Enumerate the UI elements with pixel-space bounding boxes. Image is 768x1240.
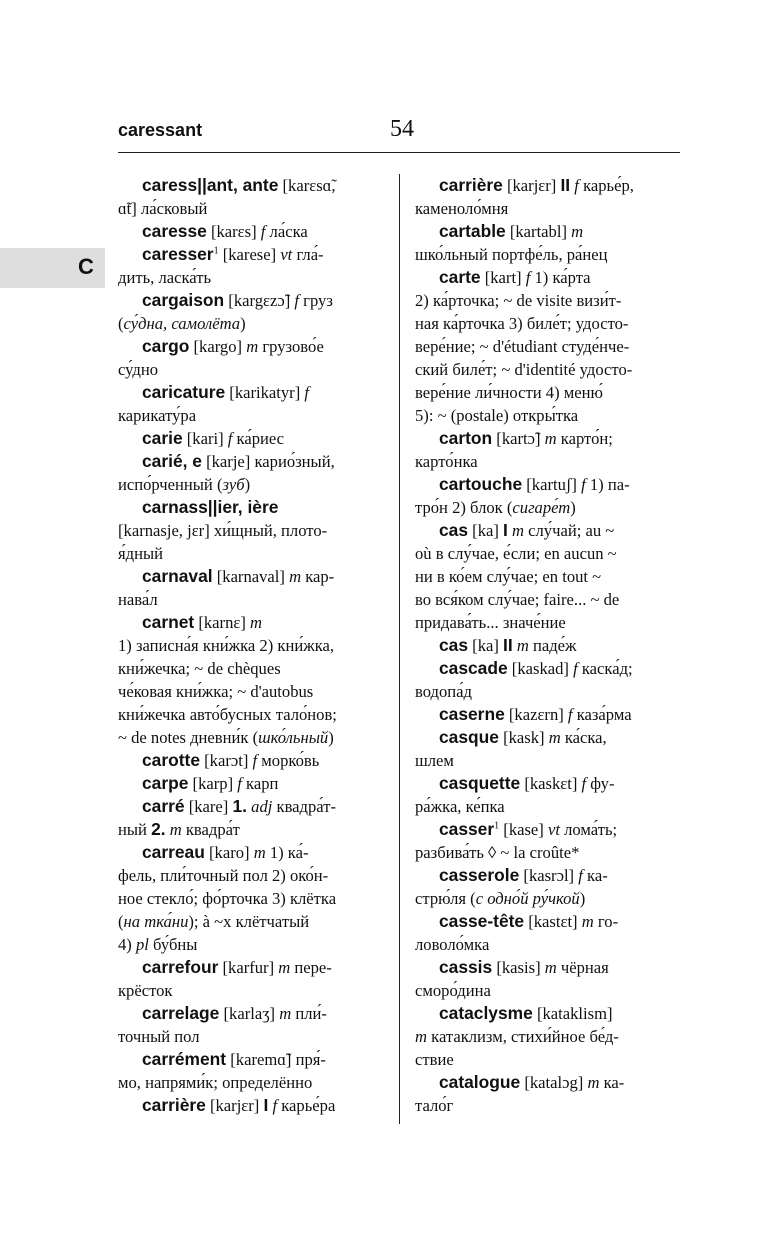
grammar-label: m bbox=[253, 843, 266, 862]
dictionary-line bbox=[415, 1025, 680, 1048]
grammar-label: m bbox=[169, 820, 182, 839]
dictionary-line bbox=[118, 795, 380, 818]
dictionary-line bbox=[415, 956, 680, 979]
entry-text: ) bbox=[328, 728, 334, 747]
dictionary-line bbox=[118, 933, 380, 956]
entry-text: [karjɛr] bbox=[205, 1096, 264, 1115]
entry-text: [katalɔg] bbox=[520, 1073, 588, 1092]
entry-text: [karɛs] bbox=[206, 222, 261, 241]
dictionary-line bbox=[415, 772, 680, 795]
dictionary-line bbox=[415, 588, 680, 611]
entry-text: ка́ска, bbox=[560, 728, 607, 747]
dictionary-line bbox=[118, 174, 380, 197]
dictionary-line bbox=[118, 1094, 380, 1117]
headword: carnass||ier, ière bbox=[142, 497, 279, 517]
entry-text: [kargo] bbox=[189, 337, 247, 356]
entry-text: [kataklism] bbox=[532, 1004, 613, 1023]
dictionary-line bbox=[415, 634, 680, 657]
headword: carré bbox=[142, 796, 185, 816]
dictionary-line bbox=[118, 864, 380, 887]
headword: cascade bbox=[439, 658, 508, 678]
thumb-index-tab bbox=[0, 248, 105, 288]
grammar-label: f bbox=[567, 705, 573, 724]
headword: I bbox=[263, 1095, 269, 1115]
entry-text: карп bbox=[241, 774, 279, 793]
entry-text: ловоло́мка bbox=[415, 935, 490, 954]
grammar-label: m bbox=[279, 1004, 292, 1023]
dictionary-line bbox=[415, 979, 680, 1002]
entry-text: груз bbox=[299, 291, 333, 310]
dictionary-line bbox=[415, 197, 680, 220]
dictionary-line bbox=[118, 841, 380, 864]
homonym-index: 1 bbox=[213, 245, 219, 257]
dictionary-line bbox=[118, 496, 380, 519]
entry-text: испо́рченный ( bbox=[118, 475, 223, 494]
headword: caresser bbox=[142, 244, 214, 264]
headword: cataclysme bbox=[439, 1003, 533, 1023]
dictionary-line bbox=[415, 703, 680, 726]
dictionary-line bbox=[118, 266, 380, 289]
entry-text: 1) ка́- bbox=[265, 843, 309, 862]
entry-text: [karnɛ] bbox=[194, 613, 251, 632]
headword: casse-tête bbox=[439, 911, 525, 931]
dictionary-line bbox=[118, 335, 380, 358]
entry-text: où в слу́чае, е́сли; en aucun ~ bbox=[415, 544, 617, 563]
grammar-label: f bbox=[237, 774, 242, 793]
grammar-label: шко́льный bbox=[258, 728, 329, 747]
dictionary-line bbox=[415, 427, 680, 450]
entry-text: фель, пли́точный пол 2) око́н- bbox=[118, 866, 329, 885]
dictionary-line bbox=[415, 243, 680, 266]
dictionary-line bbox=[118, 404, 380, 427]
dictionary-line bbox=[118, 1048, 380, 1071]
entry-text: чёрная bbox=[556, 958, 609, 977]
headword: casser bbox=[439, 819, 495, 839]
entry-text: [karikatyr] bbox=[225, 383, 305, 402]
entry-text: 5): ~ (postale) откры́тка bbox=[415, 406, 579, 425]
entry-text: че́ковая кни́жка; ~ d'autobus bbox=[118, 682, 314, 701]
dictionary-line bbox=[118, 519, 380, 542]
headword: carotte bbox=[142, 750, 200, 770]
entry-text: [karemɑ̃] пря́- bbox=[226, 1050, 326, 1069]
entry-text: ); à ~x клётчатый bbox=[188, 912, 310, 931]
dictionary-line bbox=[415, 864, 680, 887]
entry-text: 2) ка́рточка; ~ de visite визи́т- bbox=[415, 291, 622, 310]
entry-text: ка- bbox=[582, 866, 608, 885]
entry-text: [karese] bbox=[218, 245, 281, 264]
dictionary-line bbox=[415, 887, 680, 910]
entry-text: 1) записна́я кни́жка 2) кни́жка, bbox=[118, 636, 335, 655]
column-divider bbox=[399, 174, 400, 1124]
dictionary-line bbox=[118, 381, 380, 404]
dictionary-line bbox=[415, 404, 680, 427]
entry-text: вере́ние ли́чности 4) меню́ bbox=[415, 383, 603, 402]
dictionary-line bbox=[415, 933, 680, 956]
entry-text: ка- bbox=[599, 1073, 625, 1092]
entry-text: разбива́ть ◊ ~ la croûte* bbox=[415, 843, 580, 862]
entry-text: [karo] bbox=[204, 843, 254, 862]
headword: carrément bbox=[142, 1049, 227, 1069]
entry-text: ) bbox=[579, 889, 586, 908]
dictionary-line bbox=[118, 358, 380, 381]
entry-text: шко́льный портфе́ль, ра́нец bbox=[415, 245, 608, 264]
dictionary-line bbox=[415, 1002, 680, 1025]
headword: carnet bbox=[142, 612, 195, 632]
grammar-label: f bbox=[260, 222, 266, 241]
headword: carié, e bbox=[142, 451, 202, 471]
headword: cartable bbox=[439, 221, 506, 241]
grammar-label: f bbox=[227, 429, 233, 448]
entry-text: [karp] bbox=[188, 774, 238, 793]
entry-text: я́дный bbox=[118, 544, 163, 563]
entry-text: ) bbox=[240, 314, 246, 333]
headword: carrière bbox=[439, 175, 503, 195]
grammar-label: сигаре́т bbox=[512, 498, 571, 517]
headword: carreau bbox=[142, 842, 205, 862]
dictionary-line bbox=[415, 1094, 680, 1117]
entry-text: водопа́д bbox=[415, 682, 472, 701]
entry-text: катаклизм, стихи́йное бе́д- bbox=[426, 1027, 619, 1046]
grammar-label: m bbox=[548, 728, 561, 747]
entry-text: [kaskad] bbox=[507, 659, 574, 678]
dictionary-line bbox=[415, 1048, 680, 1071]
dictionary-line bbox=[415, 818, 680, 841]
grammar-label: m bbox=[289, 567, 302, 586]
dictionary-line bbox=[118, 726, 380, 749]
dictionary-line bbox=[415, 680, 680, 703]
grammar-label: f bbox=[581, 774, 587, 793]
entry-text: 1) па- bbox=[585, 475, 630, 494]
entry-text: карто́нка bbox=[415, 452, 478, 471]
entry-text: крёсток bbox=[118, 981, 173, 1000]
grammar-label: с одно́й ру́чкой bbox=[475, 889, 580, 908]
grammar-label: m bbox=[278, 958, 291, 977]
entry-text: каска́д; bbox=[577, 659, 633, 678]
entry-text: кар- bbox=[301, 567, 335, 586]
entry-text: ( bbox=[118, 314, 124, 333]
dictionary-line bbox=[415, 519, 680, 542]
entry-text: сморо́дина bbox=[415, 981, 491, 1000]
entry-text: ɑ̃t] ла́сковый bbox=[118, 199, 208, 218]
entry-text: [karɛsɑ̃, bbox=[278, 176, 336, 195]
entry-text: грузово́е bbox=[258, 337, 324, 356]
grammar-label: f bbox=[578, 866, 583, 885]
headword: carrefour bbox=[142, 957, 219, 977]
entry-text: карье́р, bbox=[578, 176, 634, 195]
headword: carte bbox=[439, 267, 481, 287]
headword: caserne bbox=[439, 704, 505, 724]
entry-text: тало́г bbox=[415, 1096, 454, 1115]
dictionary-line bbox=[118, 220, 380, 243]
dictionary-line bbox=[415, 726, 680, 749]
grammar-label: m bbox=[512, 521, 525, 540]
grammar-label: pl bbox=[135, 935, 149, 954]
entry-text: точный пол bbox=[118, 1027, 200, 1046]
dictionary-line bbox=[415, 220, 680, 243]
dictionary-line bbox=[415, 910, 680, 933]
dictionary-line bbox=[415, 657, 680, 680]
left-column bbox=[118, 174, 380, 1117]
entry-text: паде́ж bbox=[528, 636, 577, 655]
grammar-label: m bbox=[246, 337, 259, 356]
headword: cas bbox=[439, 635, 469, 655]
dictionary-line bbox=[118, 703, 380, 726]
entry-text: карикату́ра bbox=[118, 406, 197, 425]
entry-text: ка́риес bbox=[232, 429, 285, 448]
dictionary-line bbox=[118, 611, 380, 634]
entry-text: вере́ние; ~ d'étudiant студе́нче- bbox=[415, 337, 630, 356]
dictionary-line bbox=[415, 496, 680, 519]
entry-text: су́дно bbox=[118, 360, 159, 379]
entry-text: [kari] bbox=[182, 429, 228, 448]
headword: casserole bbox=[439, 865, 520, 885]
entry-text: [ka] bbox=[468, 636, 504, 655]
entry-text: [karnaval] bbox=[212, 567, 290, 586]
grammar-label: на тка́ни bbox=[123, 912, 189, 931]
dictionary-line bbox=[415, 335, 680, 358]
grammar-label: vt bbox=[280, 245, 293, 264]
grammar-label: f bbox=[573, 659, 578, 678]
headword: 2. bbox=[151, 819, 166, 839]
dictionary-line bbox=[118, 473, 380, 496]
entry-text: пли́- bbox=[291, 1004, 327, 1023]
dictionary-line bbox=[415, 358, 680, 381]
entry-text: каза́рма bbox=[572, 705, 632, 724]
dictionary-line bbox=[118, 289, 380, 312]
headword: cargaison bbox=[142, 290, 225, 310]
entry-text: гла́- bbox=[292, 245, 324, 264]
entry-text: [kare] bbox=[184, 797, 233, 816]
grammar-label: f bbox=[525, 268, 531, 287]
headword: carton bbox=[439, 428, 493, 448]
headword: caress||ant, ante bbox=[142, 175, 279, 195]
dictionary-line bbox=[415, 473, 680, 496]
dictionary-line bbox=[118, 956, 380, 979]
headword: cassis bbox=[439, 957, 493, 977]
thumb-index-letter: C bbox=[78, 254, 94, 279]
entry-text: каменоло́мня bbox=[415, 199, 509, 218]
headword: casquette bbox=[439, 773, 521, 793]
entry-text: 1) ка́рта bbox=[530, 268, 591, 287]
headword: carrière bbox=[142, 1095, 206, 1115]
dictionary-line bbox=[415, 841, 680, 864]
dictionary-line bbox=[415, 1071, 680, 1094]
headword: carrelage bbox=[142, 1003, 220, 1023]
entry-text: [kargɛzɔ̃] bbox=[224, 291, 295, 310]
dictionary-line bbox=[118, 312, 380, 335]
entry-text: [karɔt] bbox=[200, 751, 253, 770]
entry-text: ная ка́рточка 3) биле́т; удосто- bbox=[415, 314, 629, 333]
entry-text: ~ de notes дневни́к ( bbox=[118, 728, 259, 747]
entry-text: [kask] bbox=[498, 728, 549, 747]
entry-text: [kase] bbox=[499, 820, 548, 839]
entry-text: [kaskɛt] bbox=[520, 774, 582, 793]
headword: I bbox=[503, 520, 508, 540]
entry-text: [kartɔ̃] bbox=[492, 429, 545, 448]
headword: II bbox=[560, 175, 571, 195]
headword: carpe bbox=[142, 773, 189, 793]
entry-text: [karnasje, jɛr] хи́щный, плото- bbox=[118, 521, 328, 540]
dictionary-line bbox=[118, 910, 380, 933]
dictionary-line bbox=[415, 542, 680, 565]
dictionary-line bbox=[118, 772, 380, 795]
grammar-label: f bbox=[304, 383, 310, 402]
entry-text: [ka] bbox=[468, 521, 504, 540]
dictionary-line bbox=[415, 450, 680, 473]
dictionary-line bbox=[415, 795, 680, 818]
entry-text: ный bbox=[118, 820, 152, 839]
dictionary-line bbox=[118, 450, 380, 473]
entry-text: [kastɛt] bbox=[524, 912, 582, 931]
dictionary-line bbox=[415, 611, 680, 634]
dictionary-line bbox=[118, 680, 380, 703]
headword: II bbox=[503, 635, 513, 655]
entry-text: [kart] bbox=[480, 268, 526, 287]
entry-text: ский биле́т; ~ d'identité удосто- bbox=[415, 360, 633, 379]
dictionary-line bbox=[118, 1002, 380, 1025]
running-headword: caressant bbox=[118, 120, 203, 140]
dictionary-line bbox=[118, 887, 380, 910]
entry-text: ни в ко́ем слу́чае; en tout ~ bbox=[415, 567, 602, 586]
dictionary-line bbox=[118, 979, 380, 1002]
entry-text: нава́л bbox=[118, 590, 158, 609]
headword: 1. bbox=[232, 796, 247, 816]
dictionary-line bbox=[118, 243, 380, 266]
grammar-label: су́дна, самолёта bbox=[123, 314, 241, 333]
entry-text: ное стекло́; фо́рточка 3) клётка bbox=[118, 889, 337, 908]
grammar-label: m bbox=[581, 912, 594, 931]
entry-text: бу́бны bbox=[148, 935, 198, 954]
entry-text: ) bbox=[570, 498, 576, 517]
entry-text: ра́жка, ке́пка bbox=[415, 797, 505, 816]
entry-text: мо, напрями́к; определённо bbox=[118, 1073, 313, 1092]
entry-text: слу́чай; au ~ bbox=[524, 521, 615, 540]
headword: carie bbox=[142, 428, 183, 448]
dictionary-line bbox=[118, 634, 380, 657]
entry-text: ( bbox=[118, 912, 124, 931]
entry-text: кни́жечка; ~ de chèques bbox=[118, 659, 281, 678]
dictionary-line bbox=[118, 818, 380, 841]
grammar-label: m bbox=[516, 636, 529, 655]
homonym-index: 1 bbox=[494, 820, 500, 832]
headword: carnaval bbox=[142, 566, 213, 586]
dictionary-line bbox=[415, 565, 680, 588]
page-number: 54 bbox=[390, 116, 414, 142]
entry-text: ) bbox=[244, 475, 251, 494]
dictionary-line bbox=[118, 197, 380, 220]
entry-text: лома́ть; bbox=[559, 820, 618, 839]
entry-text: кни́жечка авто́бусных тало́нов; bbox=[118, 705, 337, 724]
entry-text: 4) bbox=[118, 935, 136, 954]
entry-text: стрю́ля ( bbox=[415, 889, 476, 908]
dictionary-line bbox=[118, 1025, 380, 1048]
headword: caresse bbox=[142, 221, 207, 241]
grammar-label: m bbox=[544, 958, 557, 977]
entry-text: карье́ра bbox=[277, 1096, 336, 1115]
entry-text: карто́н; bbox=[556, 429, 613, 448]
entry-text: придава́ть... значе́ние bbox=[415, 613, 566, 632]
entry-text: тро́н 2) блок ( bbox=[415, 498, 513, 517]
dictionary-line bbox=[118, 565, 380, 588]
dictionary-line bbox=[118, 657, 380, 680]
entry-text: [kasis] bbox=[492, 958, 545, 977]
entry-text: ла́ска bbox=[265, 222, 308, 241]
grammar-label: m bbox=[250, 613, 262, 632]
headword: cas bbox=[439, 520, 469, 540]
grammar-label: f bbox=[574, 176, 579, 195]
dictionary-line bbox=[118, 542, 380, 565]
dictionary-line bbox=[118, 749, 380, 772]
headword: catalogue bbox=[439, 1072, 521, 1092]
grammar-label: зуб bbox=[222, 475, 245, 494]
entry-text: [karlaʒ] bbox=[219, 1004, 280, 1023]
headword: cargo bbox=[142, 336, 190, 356]
dictionary-line bbox=[118, 427, 380, 450]
headword: cartouche bbox=[439, 474, 523, 494]
dictionary-line bbox=[415, 266, 680, 289]
entry-text: морко́вь bbox=[257, 751, 320, 770]
entry-text: [kartabl] bbox=[505, 222, 572, 241]
entry-text: [kasrɔl] bbox=[519, 866, 579, 885]
grammar-label: f bbox=[294, 291, 300, 310]
right-column bbox=[415, 174, 680, 1117]
headword: caricature bbox=[142, 382, 226, 402]
entry-text: фу- bbox=[586, 774, 615, 793]
entry-text: го- bbox=[593, 912, 619, 931]
dictionary-line bbox=[118, 1071, 380, 1094]
grammar-label: f bbox=[272, 1096, 278, 1115]
dictionary-line bbox=[118, 588, 380, 611]
grammar-label: adj bbox=[251, 797, 273, 816]
entry-text: [karje] карио́зный, bbox=[201, 452, 335, 471]
dictionary-line bbox=[415, 289, 680, 312]
grammar-label: m bbox=[415, 1027, 427, 1046]
dictionary-line bbox=[415, 749, 680, 772]
entry-text: квадра́т- bbox=[272, 797, 337, 816]
dictionary-line bbox=[415, 381, 680, 404]
entry-text: [karfur] bbox=[218, 958, 279, 977]
entry-text: [kazɛrn] bbox=[504, 705, 568, 724]
grammar-label: m bbox=[587, 1073, 600, 1092]
running-header bbox=[118, 118, 680, 153]
grammar-label: vt bbox=[547, 820, 560, 839]
entry-text: во вся́ком слу́чае; faire... ~ de bbox=[415, 590, 620, 609]
entry-text: квадра́т bbox=[181, 820, 240, 839]
grammar-label: f bbox=[581, 475, 586, 494]
entry-text: ствие bbox=[415, 1050, 454, 1069]
entry-text: пере- bbox=[290, 958, 332, 977]
entry-text: дить, ласка́ть bbox=[118, 268, 212, 287]
entry-text: шлем bbox=[415, 751, 454, 770]
grammar-label: f bbox=[252, 751, 258, 770]
grammar-label: m bbox=[571, 222, 584, 241]
dictionary-line bbox=[415, 174, 680, 197]
entry-text: [kartuʃ] bbox=[522, 475, 582, 494]
dictionary-line bbox=[415, 312, 680, 335]
grammar-label: m bbox=[544, 429, 557, 448]
entry-text: [karjɛr] bbox=[502, 176, 561, 195]
headword: casque bbox=[439, 727, 499, 747]
